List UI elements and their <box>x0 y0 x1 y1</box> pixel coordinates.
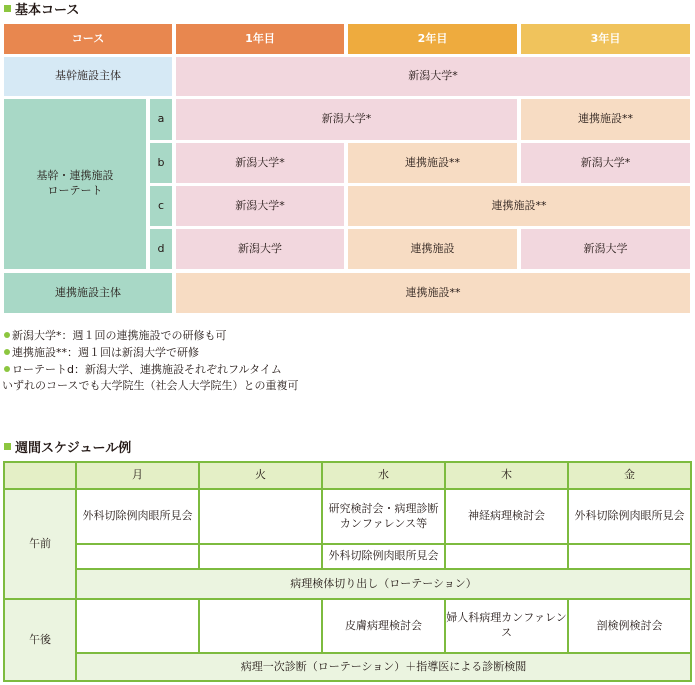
am-tue-cell <box>200 490 321 543</box>
cell-renkei-main: 連携施設** <box>176 273 690 313</box>
cell-c-year1: 新潟大学* <box>176 186 344 226</box>
cell-d-year1: 新潟大学 <box>176 229 344 269</box>
am2-fri-cell <box>569 545 690 568</box>
am-full-band: 病理検体切り出し（ローテーション） <box>77 570 690 598</box>
am-fri-cell: 外科切除例肉眼所見会 <box>569 490 690 543</box>
note-3: ローテートd：新潟大学、連携施設それぞれフルタイム <box>4 361 282 377</box>
cell-a-year3: 連携施設** <box>521 99 690 140</box>
cell-kikan-main: 新潟大学* <box>176 57 690 96</box>
am-wed-cell: 研究検討会・病理診断 カンファレンス等 <box>323 490 444 543</box>
sub-label-a: a <box>150 99 172 140</box>
pm-mon-cell <box>77 600 198 652</box>
sub-label-d: d <box>150 229 172 269</box>
pm-wed-cell: 皮膚病理検討会 <box>323 600 444 652</box>
note-4: いずれのコースでも大学院生（社会人大学院生）との重複可 <box>2 379 299 392</box>
am-thu-cell: 神経病理検討会 <box>446 490 567 543</box>
am2-tue-cell <box>200 545 321 568</box>
day-header-fri: 金 <box>569 463 690 488</box>
bullet-dot-icon <box>4 349 10 355</box>
cell-b-year1: 新潟大学* <box>176 143 344 183</box>
cell-b-year3: 新潟大学* <box>521 143 690 183</box>
row-label-kikan-main: 基幹施設主体 <box>4 57 172 96</box>
am2-mon-cell <box>77 545 198 568</box>
cell-d-year2: 連携施設 <box>348 229 517 269</box>
pm-thu-cell: 婦人科病理カンファレンス <box>446 600 567 652</box>
day-header-wed: 水 <box>323 463 444 488</box>
header-year1: 1年目 <box>176 24 344 54</box>
bullet-dot-icon <box>4 332 10 338</box>
am-mon-cell: 外科切除例肉眼所見会 <box>77 490 198 543</box>
header-year2: 2年目 <box>348 24 517 54</box>
cell-d-year3: 新潟大学 <box>521 229 690 269</box>
cell-c-year2-3: 連携施設** <box>348 186 690 226</box>
cell-b-year2: 連携施設** <box>348 143 517 183</box>
pm-full-band: 病理一次診断（ローテーション）＋指導医による診断検閲 <box>77 654 690 680</box>
pm-tue-cell <box>200 600 321 652</box>
note-2: 連携施設**：週１回は新潟大学で研修 <box>4 344 199 360</box>
day-header-mon: 月 <box>77 463 198 488</box>
header-year3: 3年目 <box>521 24 690 54</box>
am2-thu-cell <box>446 545 567 568</box>
square-bullet-icon <box>4 5 11 12</box>
square-bullet-icon <box>4 443 11 450</box>
row-label-rotate: 基幹・連携施設 ローテート <box>4 99 146 269</box>
cell-a-year1-2: 新潟大学* <box>176 99 517 140</box>
day-header-thu: 木 <box>446 463 567 488</box>
section-title-basic-course: 基本コース <box>4 0 79 16</box>
pm-fri-cell: 剖検例検討会 <box>569 600 690 652</box>
schedule-corner-cell <box>5 463 75 488</box>
sub-label-b: b <box>150 143 172 183</box>
sub-label-c: c <box>150 186 172 226</box>
section-title-weekly-schedule: 週間スケジュール例 <box>4 438 131 454</box>
pm-label: 午後 <box>5 600 75 680</box>
am2-wed-cell: 外科切除例肉眼所見会 <box>323 545 444 568</box>
row-label-renkei-main: 連携施設主体 <box>4 273 172 313</box>
am-label: 午前 <box>5 490 75 598</box>
header-course: コース <box>4 24 172 54</box>
day-header-tue: 火 <box>200 463 321 488</box>
note-1: 新潟大学*：週１回の連携施設での研修も可 <box>4 327 227 343</box>
bullet-dot-icon <box>4 366 10 372</box>
